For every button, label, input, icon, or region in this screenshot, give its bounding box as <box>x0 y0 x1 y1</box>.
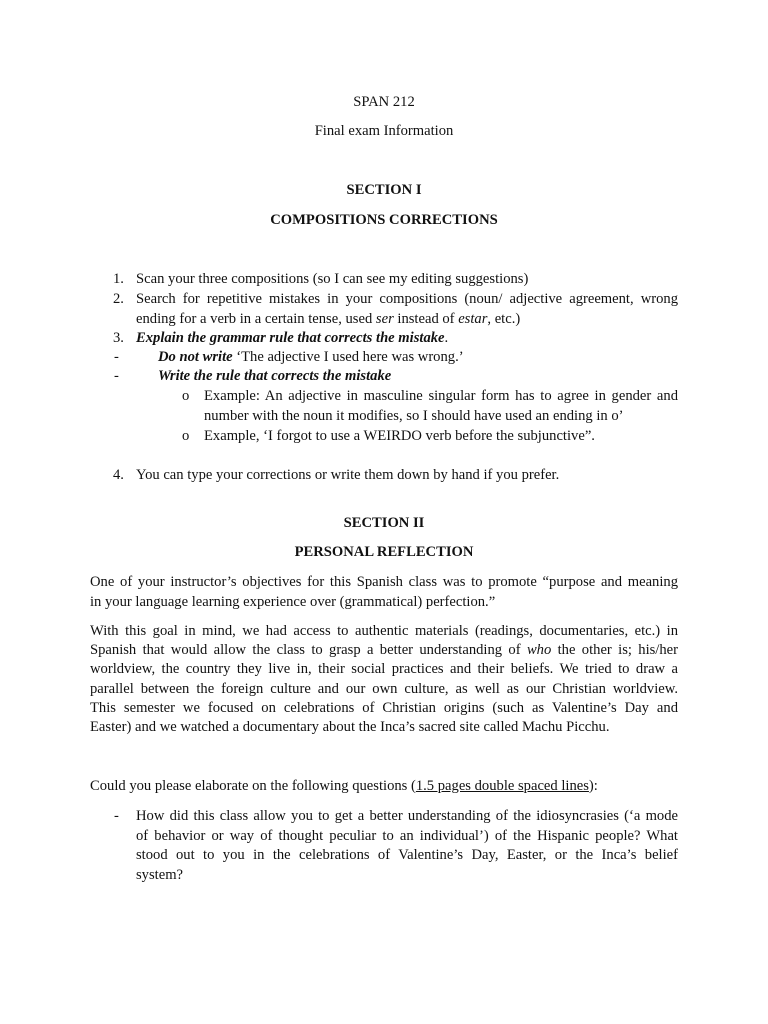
example-1-bullet: o <box>182 388 190 404</box>
example-1-line-1: Example: An adjective in masculine singular form has to agree in gender and <box>204 388 678 404</box>
example-2-bullet: o <box>182 428 190 444</box>
question-line-3: stood out to you in the celebrations of Valentine’s Day, Easter, or the Inca’s belief <box>136 847 678 863</box>
section-1-title: COMPOSITIONS CORRECTIONS <box>270 212 498 228</box>
section-2-title: PERSONAL REFLECTION <box>294 544 474 560</box>
para-2-line-1: With this goal in mind, we had access to authentic materials (readings, documentaries, etc.) in <box>90 623 678 639</box>
item-3-number: 3. <box>113 330 124 346</box>
item-2-line-2: ending for a verb in a certain tense, used ser instead of estar, etc.) <box>136 311 521 327</box>
para-1-line-1: One of your instructor’s objectives for this Spanish class was to promote “purpose and meaning <box>90 574 678 590</box>
example-1-line-2: number with the noun it modifies, so I should have used an ending in o’ <box>204 408 624 424</box>
para-1-line-2: in your language learning experience over (grammatical) perfection.” <box>90 594 496 610</box>
item-1-text: Scan your three compositions (so I can see my editing suggestions) <box>136 271 529 287</box>
example-2-line-1: Example, ‘I forgot to use a WEIRDO verb before the subjunctive”. <box>204 428 595 444</box>
question-line-4: system? <box>136 867 184 883</box>
para-2-line-4: parallel between the foreign culture and our own culture, as well as our Christian worldview. <box>90 681 678 697</box>
item-1-number: 1. <box>113 271 124 287</box>
question-line-1: How did this class allow you to get a better understanding of the idiosyncrasies (‘a mode <box>136 808 678 824</box>
question-dash: - <box>114 808 119 824</box>
item-2-number: 2. <box>113 291 124 307</box>
para-2-line-6: Easter) and we watched a documentary about the Inca’s sacred site called Machu Picchu. <box>90 719 610 735</box>
course-code: SPAN 212 <box>353 94 415 110</box>
question-line-2: of behavior or way of thought peculiar to an individual’) of the Hispanic people? What <box>136 828 678 844</box>
sub-item-1-text: Do not write ‘The adjective I used here was wrong.’ <box>158 349 464 365</box>
item-4-number: 4. <box>113 467 124 483</box>
section-1-heading: SECTION I <box>346 182 422 198</box>
section-2-heading: SECTION II <box>343 515 425 531</box>
item-2-line-1: Search for repetitive mistakes in your compositions (noun/ adjective agreement, wrong <box>136 291 678 307</box>
sub-item-1-dash: - <box>114 349 119 365</box>
para-2-line-2: Spanish that would allow the class to grasp a better understanding of who the other is; his/her <box>90 642 678 658</box>
sub-item-2-dash: - <box>114 368 119 384</box>
item-4-text: You can type your corrections or write them down by hand if you prefer. <box>136 467 560 483</box>
para-2-line-5: This semester we focused on celebrations of Christian origins (such as Valentine’s Day and <box>90 700 678 716</box>
document-subtitle: Final exam Information <box>314 123 454 139</box>
questions-prompt: Could you please elaborate on the following questions (1.5 pages double spaced lines): <box>90 778 598 794</box>
sub-item-2-text: Write the rule that corrects the mistake <box>158 368 392 384</box>
para-2-line-3: worldview, the country they live in, their social practices and their beliefs. We tried to draw a <box>90 661 678 677</box>
item-3-text: Explain the grammar rule that corrects the mistake. <box>136 330 449 346</box>
